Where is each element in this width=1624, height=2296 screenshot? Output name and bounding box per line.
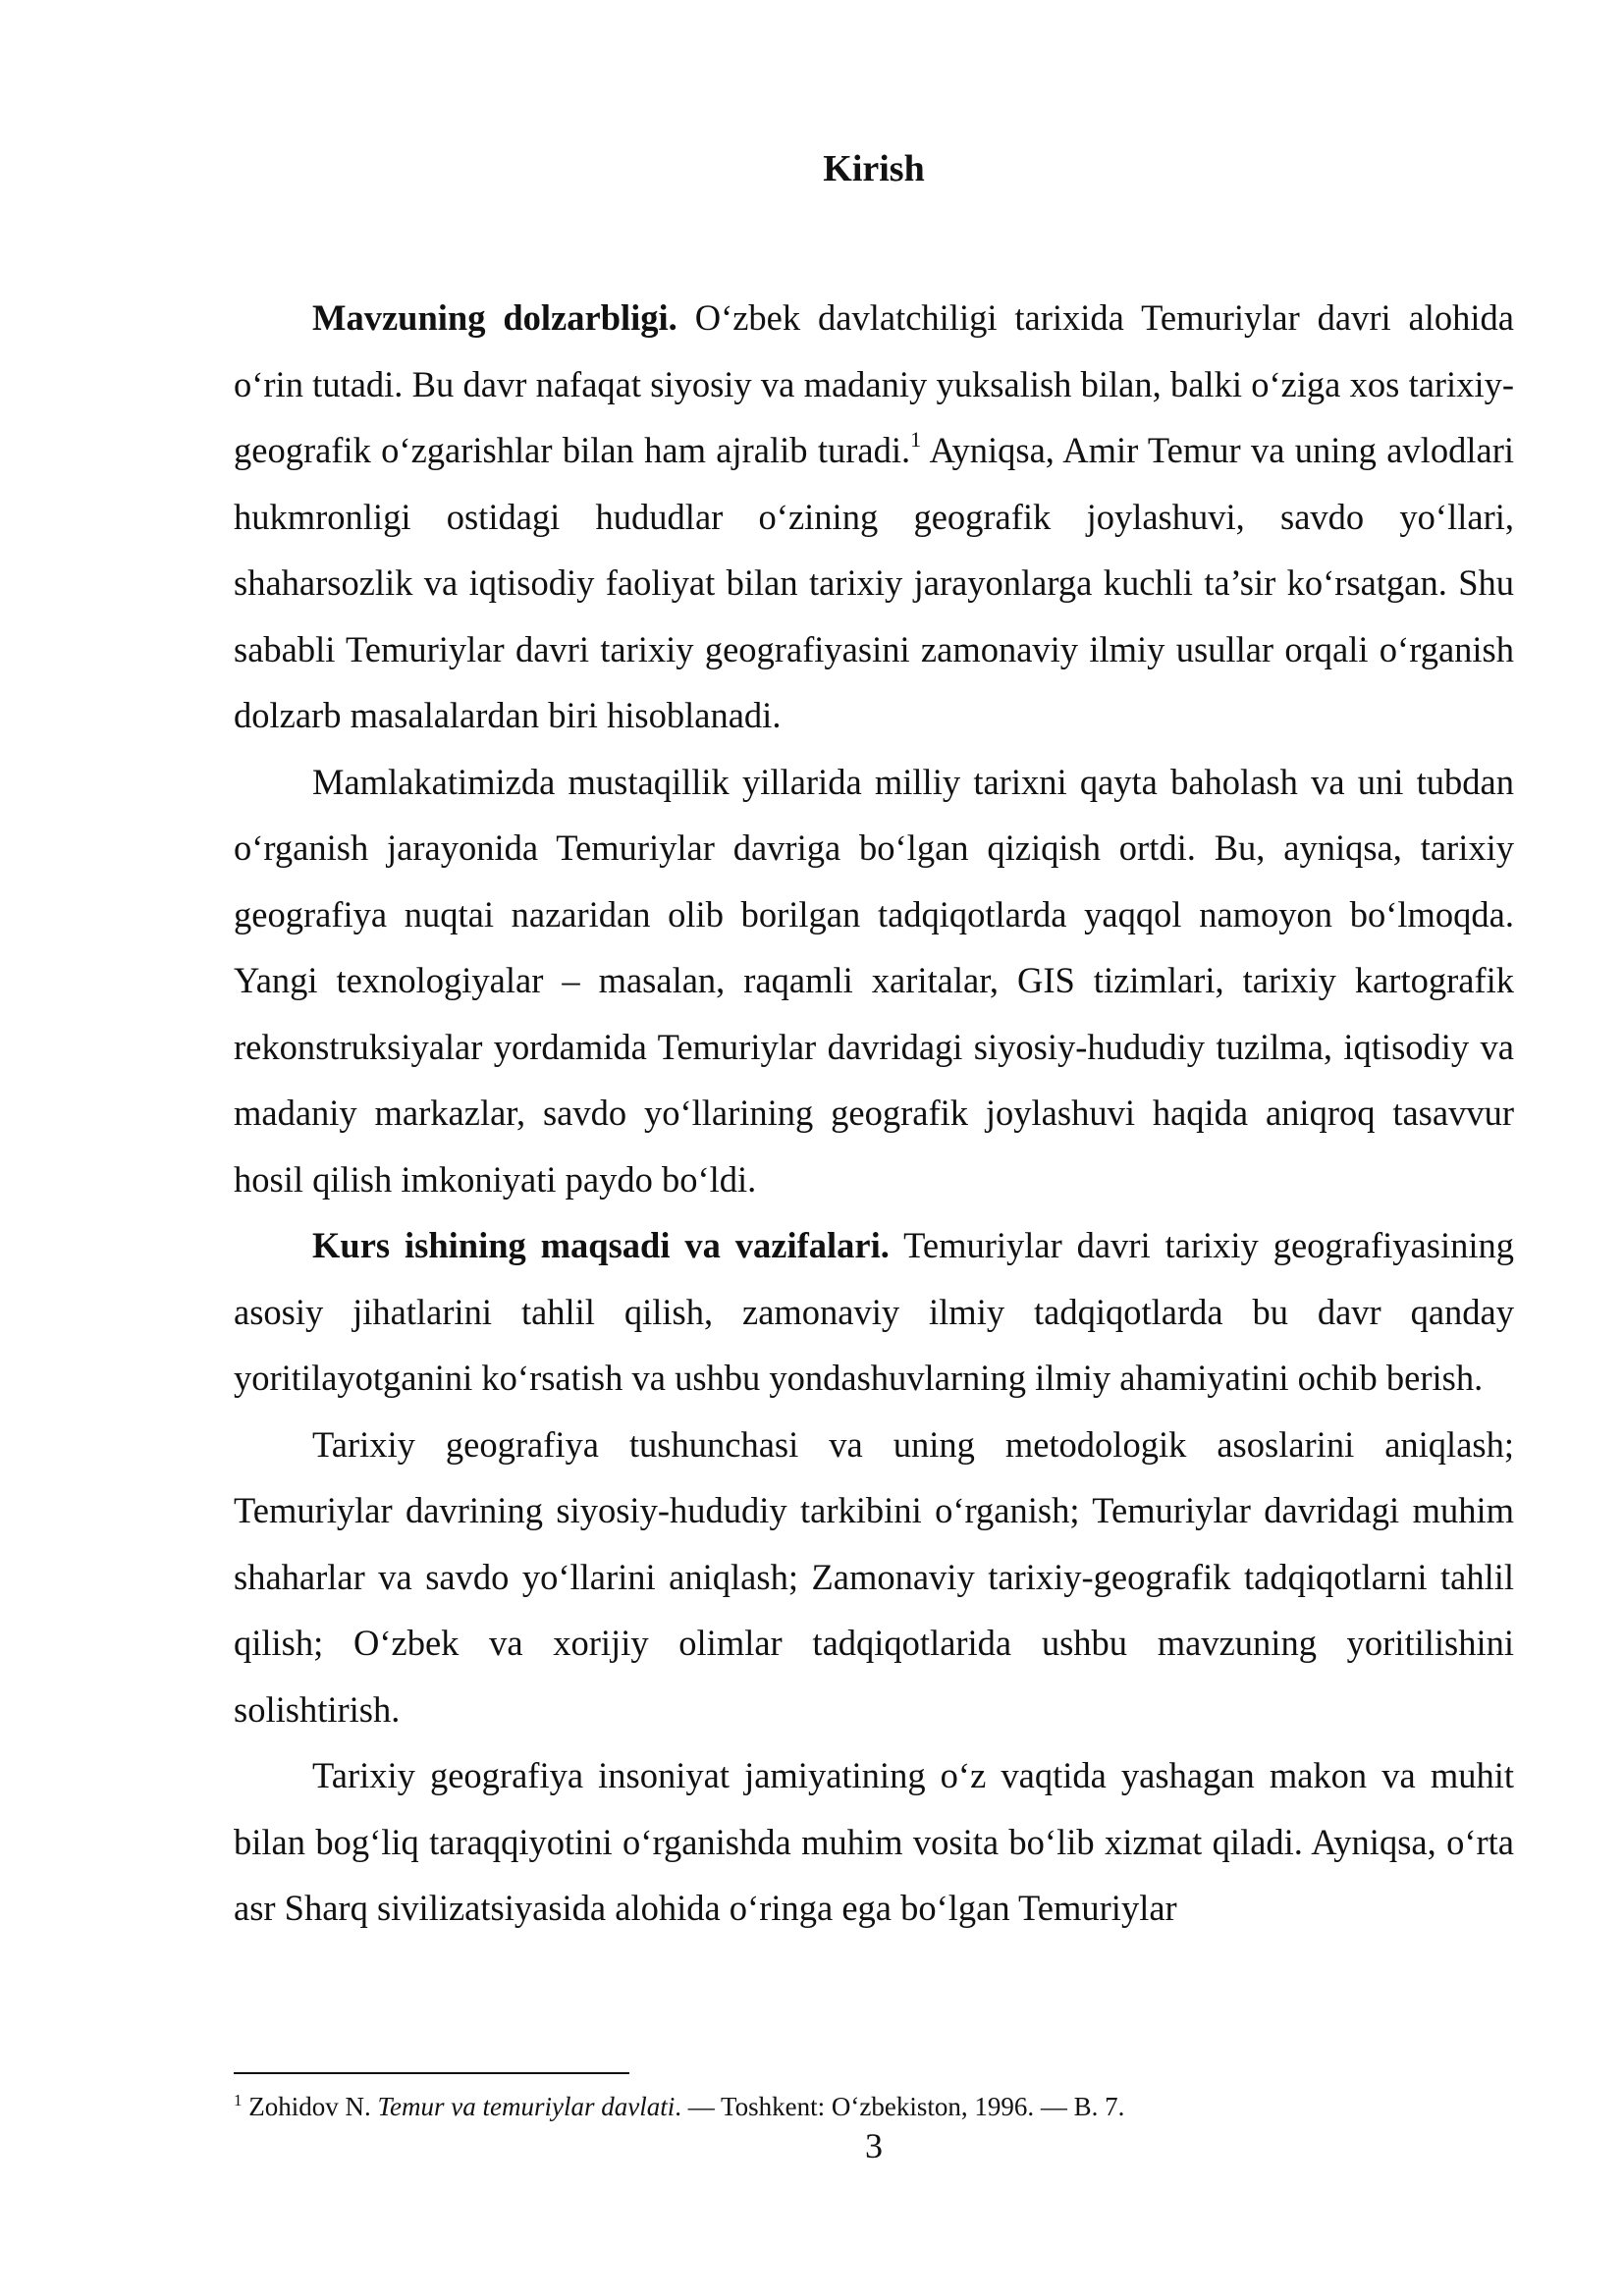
footnote-reference[interactable]: 1 <box>910 427 922 452</box>
paragraph-text: Temuriylar davri tarixiy geografiyasining asosiy jihatlarini tahlil qilish, zamonaviy ilmiy tadqiqotlarda bu davr qanday yoritilayotganini ko‘rsatish va ushbu yondashuvlarning ilmiy ahamiyatini ochib berish. <box>234 1225 1514 1398</box>
paragraph-goals <box>234 1212 1514 1412</box>
footnote-separator <box>234 2072 629 2074</box>
paragraph-lead: Kurs ishining maqsadi va vazifalari. <box>312 1225 890 1265</box>
paragraph-text: O‘zbek davlatchiligi tarixida Temuriylar davri alohida o‘rin tutadi. Bu davr nafaqat siyosiy va madaniy yuksalish bilan, balki o‘ziga xos tarixiy-geografik o‘zgarishlar bilan ham ajralib turadi. <box>234 297 1514 470</box>
paragraph-relevance <box>234 285 1514 749</box>
paragraph-lead: Mavzuning dolzarbligi. <box>312 297 677 338</box>
footnote-author: Zohidov N. <box>248 2092 371 2121</box>
footnote-title: Temur va temuriylar davlati <box>377 2092 676 2121</box>
paragraph-tasks: Tarixiy geografiya tushunchasi va uning metodologik asoslarini aniqlash; Temuriylar davrining siyosiy-hududiy tarkibini o‘rganish; Temuriylar davridagi muhim shaharlar va savdo yo‘llarini aniqlash; Zamonaviy tarixiy-geografik tadqiqotlarni tahlil qilish; O‘zbek va xorijiy olimlar tadqiqotlarida ushbu mavzuning yoritilishini solishtirish. <box>234 1423 1514 1730</box>
footnote-number: 1 <box>234 2091 243 2109</box>
paragraph-text: Ayniqsa, Amir Temur va uning avlodlari hukmronligi ostidagi hududlar o‘zining geografik joylashuvi, savdo yo‘llari, shaharsozlik va iqtisodiy faoliyat bilan tarixiy jarayonlarga kuchli ta’sir ko‘rsatgan. Shu sababli Temuriylar davri tarixiy geografiyasini zamonaviy ilmiy usullar orqali o‘rganish dolzarb masalalardan biri hisoblanadi. <box>234 430 1514 735</box>
footnote <box>234 2090 1514 2123</box>
paragraph-historical-geography: Tarixiy geografiya insoniyat jamiyatining o‘z vaqtida yashagan makon va muhit bilan bog‘liq taraqqiyotini o‘rganishda muhim vosita bo‘lib xizmat qiladi. Ayniqsa, o‘rta asr Sharq sivilizatsiyasida alohida o‘ringa ega bo‘lgan Temuriylar <box>234 1755 1514 1928</box>
main-text <box>234 285 1514 1942</box>
section-heading: Kirish <box>823 148 925 189</box>
footnote-publication: . — Toshkent: O‘zbekiston, 1996. — B. 7. <box>675 2092 1125 2121</box>
page-number: 3 <box>865 2126 883 2165</box>
paragraph-independence: Mamlakatimizda mustaqillik yillarida milliy tarixni qayta baholash va uni tubdan o‘rganish jarayonida Temuriylar davriga bo‘lgan qiziqish ortdi. Bu, ayniqsa, tarixiy geografiya nuqtai nazaridan olib borilgan tadqiqotlarda yaqqol namoyon bo‘lmoqda. Yangi texnologiyalar – masalan, raqamli xaritalar, GIS tizimlari, tarixiy kartografik rekonstruksiyalar yordamida Temuriylar davridagi siyosiy-hududiy tuzilma, iqtisodiy va madaniy markazlar, savdo yo‘llarining geografik joylashuvi haqida aniqroq tasavvur hosil qilish imkoniyati paydo bo‘ldi. <box>234 761 1514 1200</box>
